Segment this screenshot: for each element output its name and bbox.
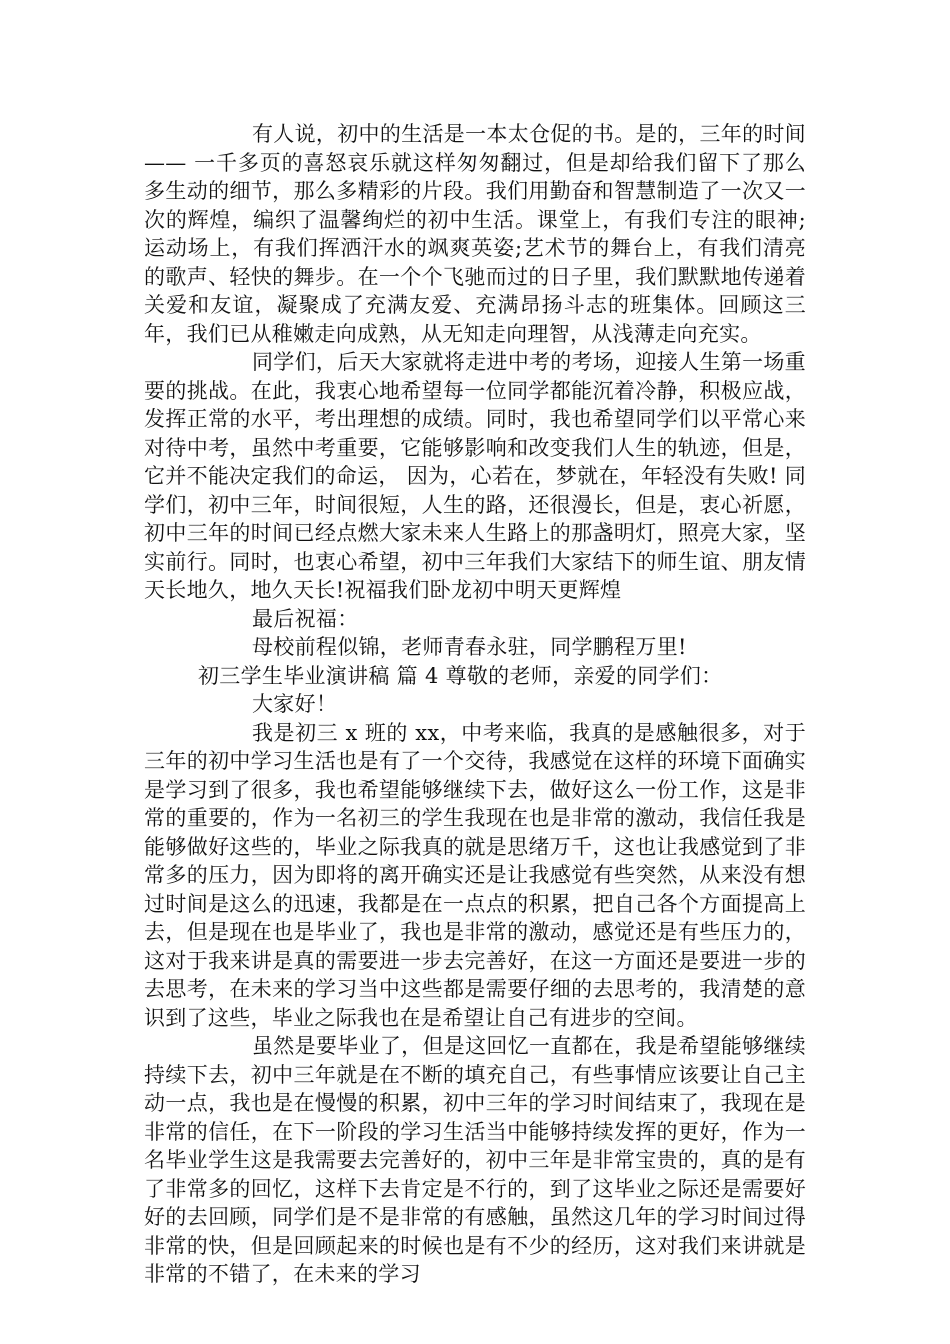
paragraph-exam-wishes: 同学们，后天大家就将走进中考的考场，迎接人生第一场重要的挑战。在此，我衷心地希望每一位同学都能沉着冷静，积极应战，发挥正常的水平，考出理想的成绩。同时，我也希望同学们以平常心来对待中考，虽然中考重要，它能够影响和改变我们人生的轨迹，但是，它并不能决定我们的命运， 因为，心若在，梦就在，年轻没有失败! 同学们，初中三年，时间很短，人生的路，还很漫长，但是，衷心祈愿，初中三年的时间已经点燃大家未来人生路上的那盏明灯，照亮大家，坚实前行。同时，也衷心希望，初中三年我们大家结下的师生谊、朋友情天长地久，地久天长!祝福我们卧龙初中明天更辉煌: [144, 350, 806, 602]
paragraph-self-intro: 我是初三 x 班的 xx，中考来临，我真的是感触很多，对于三年的初中学习生活也是有了一个交待，我感觉在这样的环境下面确实是学习到了很多，我也希望能够继续下去，做好这么一份工作，这是非常的重要的，作为一名初三的学生我现在也是非常的激动，我信任我是能够做好这些的，毕业之际我真的就是思绪万千，这也让我感觉到了非常多的压力，因为即将的离开确实还是让我感觉有些突然，从来没有想过时间是这么的迅速，我都是在一点点的积累，把自己各个方面提高上去，但是现在也是毕业了，我也是非常的激动，感觉还是有些压力的，这对于我来讲是真的需要进一步去完善好，在这一方面还是要进一步的去思考，在未来的学习当中这些都是需要仔细的去思考的，我清楚的意识到了这些，毕业之际我也在是希望让自己有进步的空间。: [144, 720, 806, 1030]
paragraph-intro: 有人说，初中的生活是一本太仓促的书。是的，三年的时间 —— 一千多页的喜怒哀乐就这样匆匆翻过，但是却给我们留下了那么多生动的细节，那么多精彩的片段。我们用勤奋和智慧制造了一次又一次的辉煌，编织了温馨绚烂的初中生活。课堂上，有我们专注的眼神;运动场上，有我们挥洒汗水的飒爽英姿;艺术节的舞台上，有我们清亮的歌声、轻快的舞步。在一个个飞驰而过的日子里，我们默默地传递着关爱和友谊，凝聚成了充满友爱、充满昂扬斗志的班集体。回顾这三年，我们已从稚嫩走向成熟，从无知走向理智，从浅薄走向充实。: [144, 122, 806, 346]
document-body: [144, 120, 806, 1289]
greeting: 大家好！: [252, 692, 338, 716]
paragraph-final-blessing-label: 最后祝福：: [252, 606, 359, 631]
paragraph-memories: 虽然是要毕业了，但是这回忆一直都在，我是希望能够继续持续下去，初中三年就是在不断的填充自己，有些事情应该要让自己主动一点，我也是在慢慢的积累，初中三年的学习时间结束了，我现在是非常的信任，在下一阶段的学习生活当中能够持续发挥的更好，作为一名毕业学生这是我需要去完善好的，初中三年是非常宝贵的，真的是有了非常多的回忆，这样下去肯定是不行的，到了这毕业之际还是需要好好的去回顾，同学们是不是非常的有感触，虽然这几年的学习时间过得非常的快，但是回顾起来的时候也是有不少的经历，这对我们来讲就是非常的不错了，在未来的学习: [144, 1034, 806, 1286]
speech-heading: 初三学生毕业演讲稿 篇 4 尊敬的老师，亲爱的同学们：: [198, 663, 723, 688]
paragraph-final-blessing: 母校前程似锦，老师青春永驻，同学鹏程万里!: [252, 635, 687, 659]
